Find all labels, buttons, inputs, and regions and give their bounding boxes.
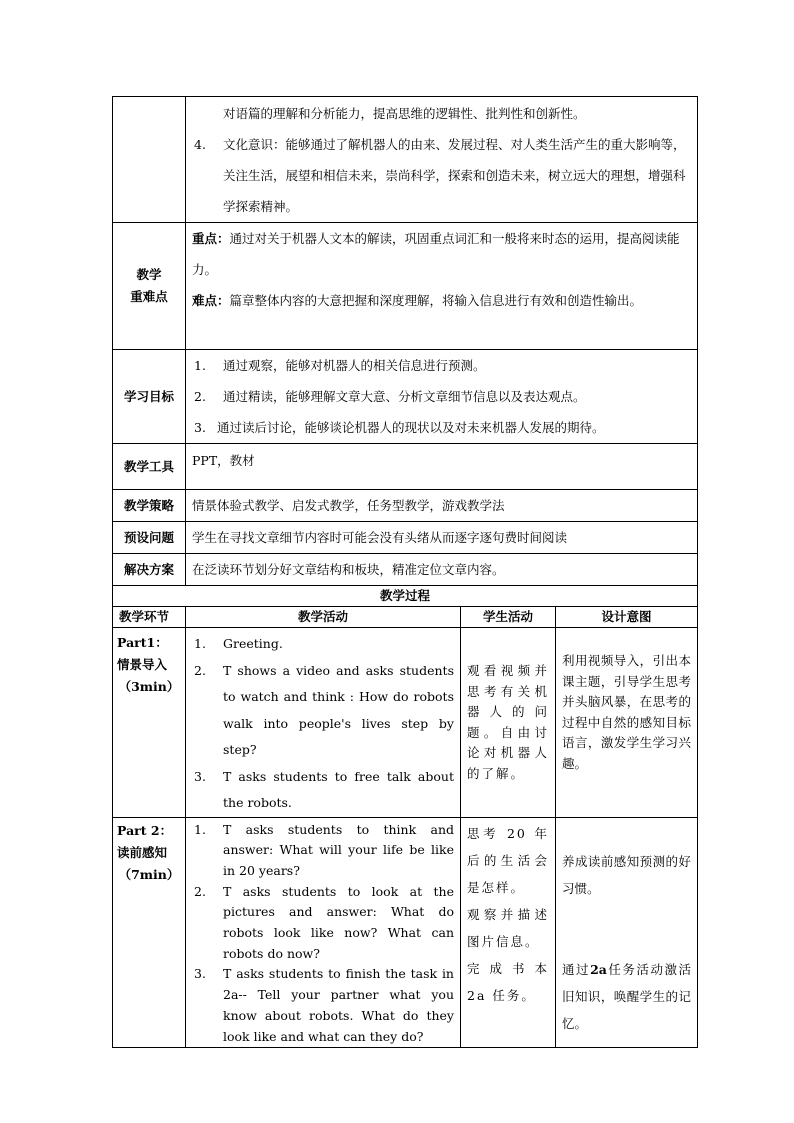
purpose-bold: 2a: [590, 961, 607, 977]
table-row: [113, 350, 698, 444]
stage-time: （3min）: [118, 679, 180, 694]
item-number: 1.: [194, 821, 206, 837]
solution-label: 解决方案: [113, 554, 186, 586]
item-number: 3.: [194, 768, 206, 784]
part2-stage: [113, 817, 186, 1048]
tools-label: 教学工具: [113, 444, 186, 490]
problem-value: 学生在寻找文章细节内容时可能会没有头绪从而逐字逐句费时间阅读: [186, 522, 698, 554]
table-row: [113, 490, 698, 522]
solution-value: 在泛读环节划分好文章结构和板块，精准定位文章内容。: [186, 554, 698, 586]
item-number: 2.: [194, 883, 206, 899]
empty-label-cell: [113, 97, 186, 223]
lesson-plan-table: [112, 96, 698, 1048]
objectives-content: [186, 350, 698, 444]
line-text: 对语篇的理解和分析能力，提高思维的逻辑性、批判性和创新性。: [223, 106, 586, 121]
list-item: [192, 350, 691, 381]
item-text: 文化意识：能够通过了解机器人的由来、发展过程、对人类生活产生的重大影响等，关注生活，展望和相信未来，崇尚科学，探索和创造未来，树立远大的理想，增强科学探索精神。: [223, 137, 686, 214]
stage-time: （7min）: [118, 866, 180, 882]
table-row: [113, 586, 698, 607]
objectives-continuation: [186, 97, 698, 223]
purpose-pre: 通过: [562, 961, 591, 977]
item-text: 通过精读，能够理解文章大意、分析文章细节信息以及表达观点。: [223, 389, 586, 404]
item-text: T asks students to think and answer: What will your life be like in 20 years?: [223, 821, 454, 878]
tools-value: PPT，教材: [186, 444, 698, 490]
student-line: 思考 20 年后的生活会是怎样。: [467, 825, 549, 895]
difficulty-title: 难点：: [192, 293, 230, 308]
list-item: [192, 381, 691, 412]
item-text: T asks students to finish the task in 2a-- Tell your partner what you know about robots. What do they look like and what can they do?: [223, 966, 454, 1044]
purpose-line: [562, 956, 691, 1037]
item-number: 1.: [194, 358, 206, 373]
student-line: 观察并描述图片信息。: [467, 906, 549, 949]
table-row: [113, 628, 698, 818]
table-row: [113, 817, 698, 1048]
part2-purpose: [556, 817, 698, 1048]
item-number: 2.: [194, 389, 206, 404]
item-text: 通过观察，能够对机器人的相关信息进行预测。: [223, 358, 486, 373]
part2-activities: [186, 817, 461, 1048]
list-item: [192, 631, 454, 658]
item-text: Greeting.: [223, 636, 283, 651]
item-text: T asks students to look at the pictures and answer: What do robots look like now? What can robots do now?: [223, 883, 454, 961]
column-header: 教学环节: [113, 607, 186, 628]
item-text: T shows a video and asks students to watch and think : How do robots walk into people's lives step by step?: [223, 662, 454, 757]
table-row: [113, 554, 698, 586]
column-header: 设计意图: [556, 607, 698, 628]
list-item: [192, 658, 454, 764]
keypoints-content: [186, 223, 698, 350]
part1-purpose: 利用视频导入，引出本课主题，引导学生思考并头脑风暴，在思考的过程中自然的感知目标语言，激发学生学习兴趣。: [556, 628, 698, 818]
part2-student-activity: [461, 817, 556, 1048]
strategy-label: 教学策略: [113, 490, 186, 522]
column-header: 教学活动: [186, 607, 461, 628]
difficulty-text: 篇章整体内容的大意把握和深度理解，将输入信息进行有效和创造性输出。: [229, 293, 643, 308]
keypoints-label: [113, 223, 186, 350]
problem-label: 预设问题: [113, 522, 186, 554]
part1-stage: [113, 628, 186, 818]
item-number: 3.: [194, 420, 206, 435]
table-row: [113, 223, 698, 350]
focus-title: 重点：: [192, 231, 230, 246]
list-item: [192, 764, 454, 817]
item-number: 2.: [194, 662, 206, 678]
item-text: T asks students to free talk about the robots.: [223, 768, 454, 810]
student-line: 完成书本 2a 任务。: [467, 960, 549, 1003]
label-line: 重难点: [130, 289, 168, 304]
item-number: 3.: [194, 966, 206, 982]
list-item: [192, 882, 454, 965]
list-item: [192, 820, 454, 882]
process-title: 教学过程: [113, 586, 698, 607]
column-header: 学生活动: [461, 607, 556, 628]
focus-text: 通过对关于机器人文本的解读，巩固重点词汇和一般将来时态的运用，提高阅读能力。: [192, 231, 680, 277]
difficulty-paragraph: [192, 285, 691, 316]
strategy-value: 情景体验式教学、启发式教学，任务型教学，游戏教学法: [186, 490, 698, 522]
list-item: [192, 412, 691, 443]
stage-name: Part1：: [117, 635, 168, 650]
table-row: [113, 97, 698, 223]
item-text: 通过读后讨论，能够谈论机器人的现状以及对未来机器人发展的期待。: [217, 420, 605, 435]
table-header-row: [113, 607, 698, 628]
stage-title: 读前感知: [117, 844, 168, 860]
purpose-post: 任务活动激活旧知识，唤醒学生的记忆。: [562, 961, 692, 1031]
table-row: [113, 444, 698, 490]
item-number: 4.: [194, 137, 206, 152]
table-row: [113, 522, 698, 554]
label-line: 教学: [136, 267, 162, 282]
focus-paragraph: [192, 223, 691, 285]
item-number: 1.: [194, 636, 206, 651]
part1-activities: [186, 628, 461, 818]
part1-student-activity: 观看视频并思考有关机器人的问题。自由讨论对机器人的了解。: [461, 628, 556, 818]
list-item: [192, 964, 454, 1047]
objectives-label: 学习目标: [113, 350, 186, 444]
list-item: [192, 129, 691, 222]
stage-title: 情景导入: [117, 657, 168, 672]
purpose-line: 养成读前感知预测的好习惯。: [562, 853, 692, 896]
stage-name: Part 2：: [117, 822, 173, 838]
